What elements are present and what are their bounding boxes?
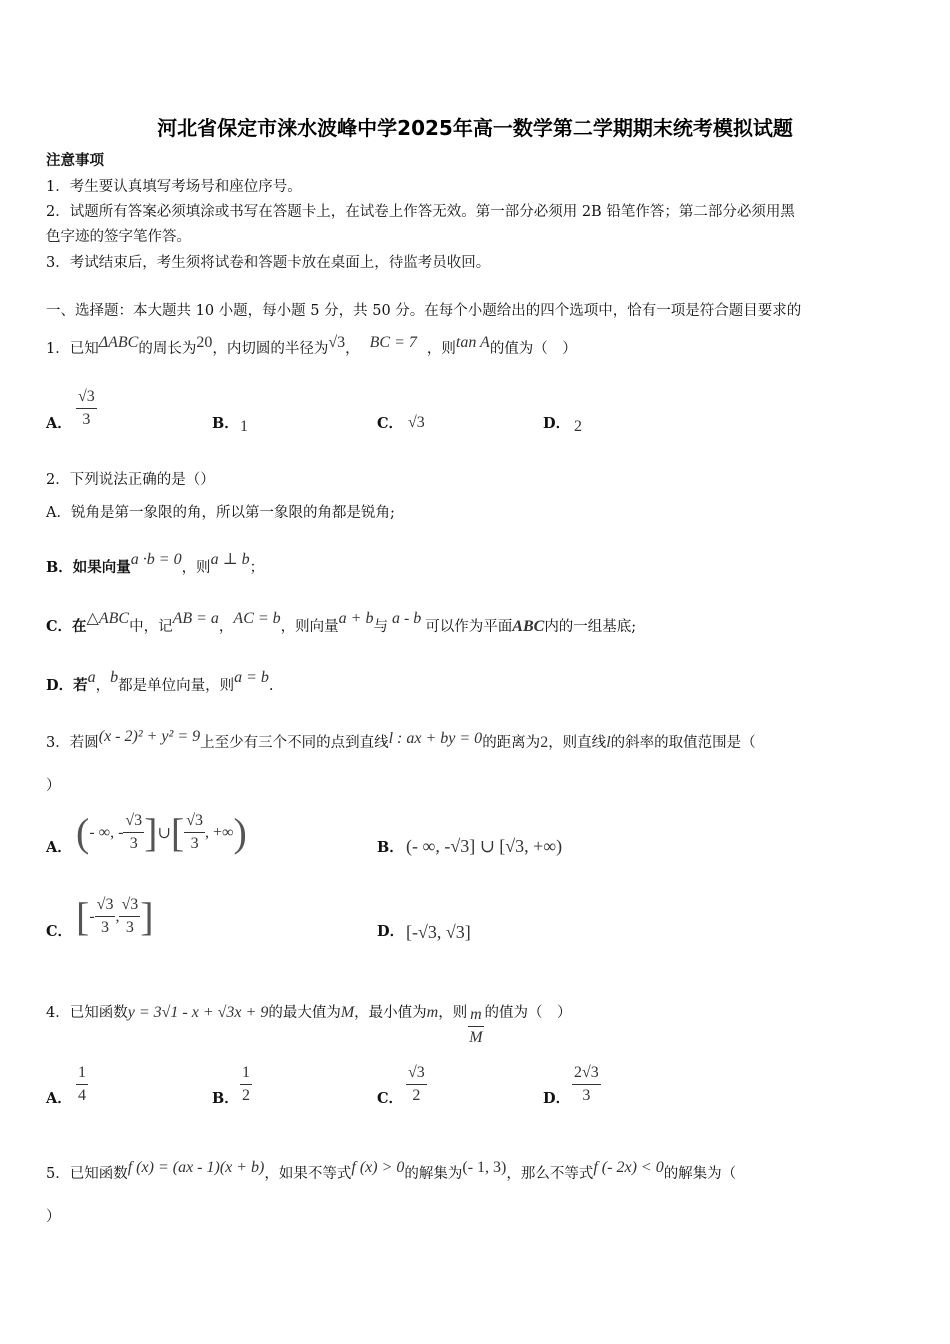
q2-text: D．若 [46,677,88,694]
fraction-denominator: M [469,1029,483,1046]
fraction-denominator: 3 [582,1087,591,1104]
q1-option-d-value: 2 [574,418,582,435]
q2-text: C．在 [46,618,87,635]
q2-text: 可以作为平面 [425,619,513,635]
q1-text: ，内切圆的半径为 [212,341,329,357]
q5-text: 5．已知函数 [46,1166,128,1182]
left-paren: ( [76,809,90,855]
q2-text: ，则向量 [280,619,339,635]
q2-option-d [46,668,273,696]
q3-option-c-label: C． [46,923,73,940]
q3-option-d-value: [-√3, √3] [406,922,471,942]
q3-text: ，则直线 [548,735,607,751]
fraction-numerator: √3 [95,894,116,917]
q1-option-a-label: A． [46,415,72,432]
q2-math-diff: a - b [391,610,422,627]
q2-text: ， [95,678,111,694]
q2-text: ， [218,619,234,635]
q2-math-plane: ABC [512,618,545,635]
fraction-numerator: 2√3 [572,1062,601,1085]
q3-math-l: l [606,734,611,751]
q3-option-a-value [76,810,247,855]
q2-text: 内的一组基底; [544,619,637,635]
fraction-denominator: 4 [78,1087,86,1104]
notice-item-1: 1．考生要认真填写考场号和座位序号。 [46,179,302,195]
q2-text: 中，记 [129,619,173,635]
q2-math-triangle: △ABC [86,610,130,627]
question-2-stem: 2．下列说法正确的是（） [46,472,215,488]
q5-math-inequality: f (x) > 0 [351,1159,405,1176]
fraction-numerator: √3 [119,894,140,917]
notice-heading: 注意事项 [46,152,104,169]
q1-text: 的周长为 [138,341,197,357]
question-5-stem [46,1158,736,1184]
q1-math-bc: BC = 7 [369,334,417,351]
fraction-denominator: 3 [125,919,134,936]
q3-option-d-label: D． [377,923,405,940]
q4-option-d-label: D． [543,1090,571,1107]
fraction-numerator: √3 [76,386,97,409]
q1-math-perimeter: 20 [196,334,213,351]
page-title: 河北省保定市涞水波峰中学2025年高一数学第二学期期末统考模拟试题 [157,116,793,140]
q3-math-circle: (x - 2)² + y² = 9 [98,728,201,745]
q4-option-b-value [240,1062,252,1107]
q3-text: 3．若圆 [46,735,99,751]
q1-option-b-value: 1 [240,418,248,435]
q2-math-sum: a + b [338,610,374,627]
left-bracket: [ [170,809,185,855]
math-text: , +∞ [205,823,234,841]
q5-text: 的解集为 [404,1166,463,1182]
fraction-numerator: m [468,1004,484,1027]
q1-text: ，则 [426,341,456,357]
q2-math-a: a [87,669,96,686]
q2-math-ab: AB = a [172,610,219,627]
q3-text: 上至少有三个不同的点到直线 [200,735,389,751]
q1-math-triangle: ΔABC [98,334,139,351]
q5-math-inequality-2: f (- 2x) < 0 [593,1159,664,1176]
q3-option-c-value [76,894,154,939]
q4-text: 的最大值为 [268,1005,341,1021]
q4-option-c-value [406,1062,427,1107]
math-comma: , [115,907,120,925]
fraction-denominator: 3 [82,411,91,428]
q4-math-max: M [340,1004,355,1021]
section-heading: 一、选择题：本大题共 10 小题，每小题 5 分，共 50 分。在每个小题给出的四个选项中，恰有一项是符合题目要求的 [46,303,802,319]
q4-option-a-value [76,1062,88,1107]
q3-option-a-label: A． [46,839,72,856]
q4-math-min: m [426,1004,439,1021]
q3-math-distance: 2 [540,734,549,751]
fraction-numerator: 1 [240,1062,252,1085]
q2-option-a: A．锐角是第一象限的角，所以第一象限的角都是锐角; [46,505,395,521]
q5-text: 的解集为（ [663,1166,737,1182]
notice-item-2: 2．试题所有答案必须填涂或书写在答题卡上，在试卷上作答无效。第一部分必须用 2B 铅笔作答；第二部分必须用黑 [46,204,795,220]
q1-text: 的值为（ ） [489,341,577,357]
q5-stem-cont: ） [46,1209,61,1225]
fraction-denominator: 2 [242,1087,250,1104]
left-bracket: [ [76,893,90,939]
fraction-numerator: √3 [123,810,144,833]
notice-item-2-cont: 色字迹的签字笔作答。 [46,229,191,245]
q1-option-d-label: D． [543,415,571,432]
q4-option-b-label: B． [212,1090,239,1107]
q1-text: 1．已知 [46,341,99,357]
fraction-denominator: 3 [101,919,110,936]
right-bracket: ] [144,809,158,855]
q1-option-a-value [76,386,97,431]
q2-option-b [46,550,264,578]
q3-math-line: l : ax + by = 0 [388,730,483,747]
fraction-numerator: √3 [184,810,205,833]
question-3-stem [46,727,756,753]
q2-math-b: b [110,669,119,686]
q2-math-ac: AC = b [233,610,281,627]
right-paren: ) [233,809,247,855]
math-union: ∪ [157,824,171,842]
q5-text: ，如果不等式 [264,1166,352,1182]
q2-math-equal: a = b [234,669,269,686]
question-1-stem [46,333,577,359]
q2-math-dot: a ·b = 0 [130,551,182,568]
fraction-denominator: 2 [412,1087,421,1104]
q4-option-c-label: C． [377,1090,404,1107]
q4-text: ，则 [438,1005,468,1021]
q4-math-function: y = 3√1 - x + √3x + 9 [127,1004,269,1021]
q2-text: B．如果向量 [46,559,131,576]
q2-option-c [46,609,636,637]
math-minus: - [89,907,95,925]
q3-stem-cont: ） [46,778,61,794]
q4-text: ，最小值为 [354,1005,427,1021]
fraction-numerator: 1 [76,1062,88,1085]
q4-option-d-value [572,1062,601,1107]
q3-text: 的斜率的取值范围是（ [610,735,756,751]
q5-math-interval: (- 1, 3) [462,1159,507,1176]
q2-text: . [268,678,274,694]
q1-option-b-label: B． [212,415,239,432]
q1-option-c-value: √3 [408,414,425,431]
q1-math-tan: tan A [455,334,490,351]
q1-text: ， [345,341,360,357]
q2-text: 与 [373,619,388,635]
q2-text: ，则 [181,560,211,576]
fraction-numerator: √3 [406,1062,427,1085]
math-text: - ∞, - [89,823,124,841]
q4-option-a-label: A． [46,1090,72,1107]
q3-option-b-label: B． [377,839,404,856]
q3-text: 的距离为 [482,735,541,751]
right-bracket: ] [140,893,154,939]
fraction-denominator: 3 [190,835,199,852]
q2-text: 都是单位向量，则 [118,678,235,694]
q4-text: 的值为（ ） [484,1005,572,1021]
q1-option-c-label: C． [377,415,404,432]
q2-math-perp: a ⊥ b [210,551,250,568]
fraction-denominator: 3 [129,835,138,852]
notice-item-3: 3．考试结束后，考生须将试卷和答题卡放在桌面上，待监考员收回。 [46,255,491,271]
q1-math-radius: √3 [328,334,346,351]
q2-text: ； [249,560,265,576]
q4-text: 4．已知函数 [46,1005,128,1021]
question-4-stem [46,1003,572,1049]
q5-text: ，那么不等式 [506,1166,594,1182]
q5-math-function: f (x) = (ax - 1)(x + b) [127,1159,265,1176]
q3-option-b-value: (- ∞, -√3] ∪ [√3, +∞) [406,836,563,856]
